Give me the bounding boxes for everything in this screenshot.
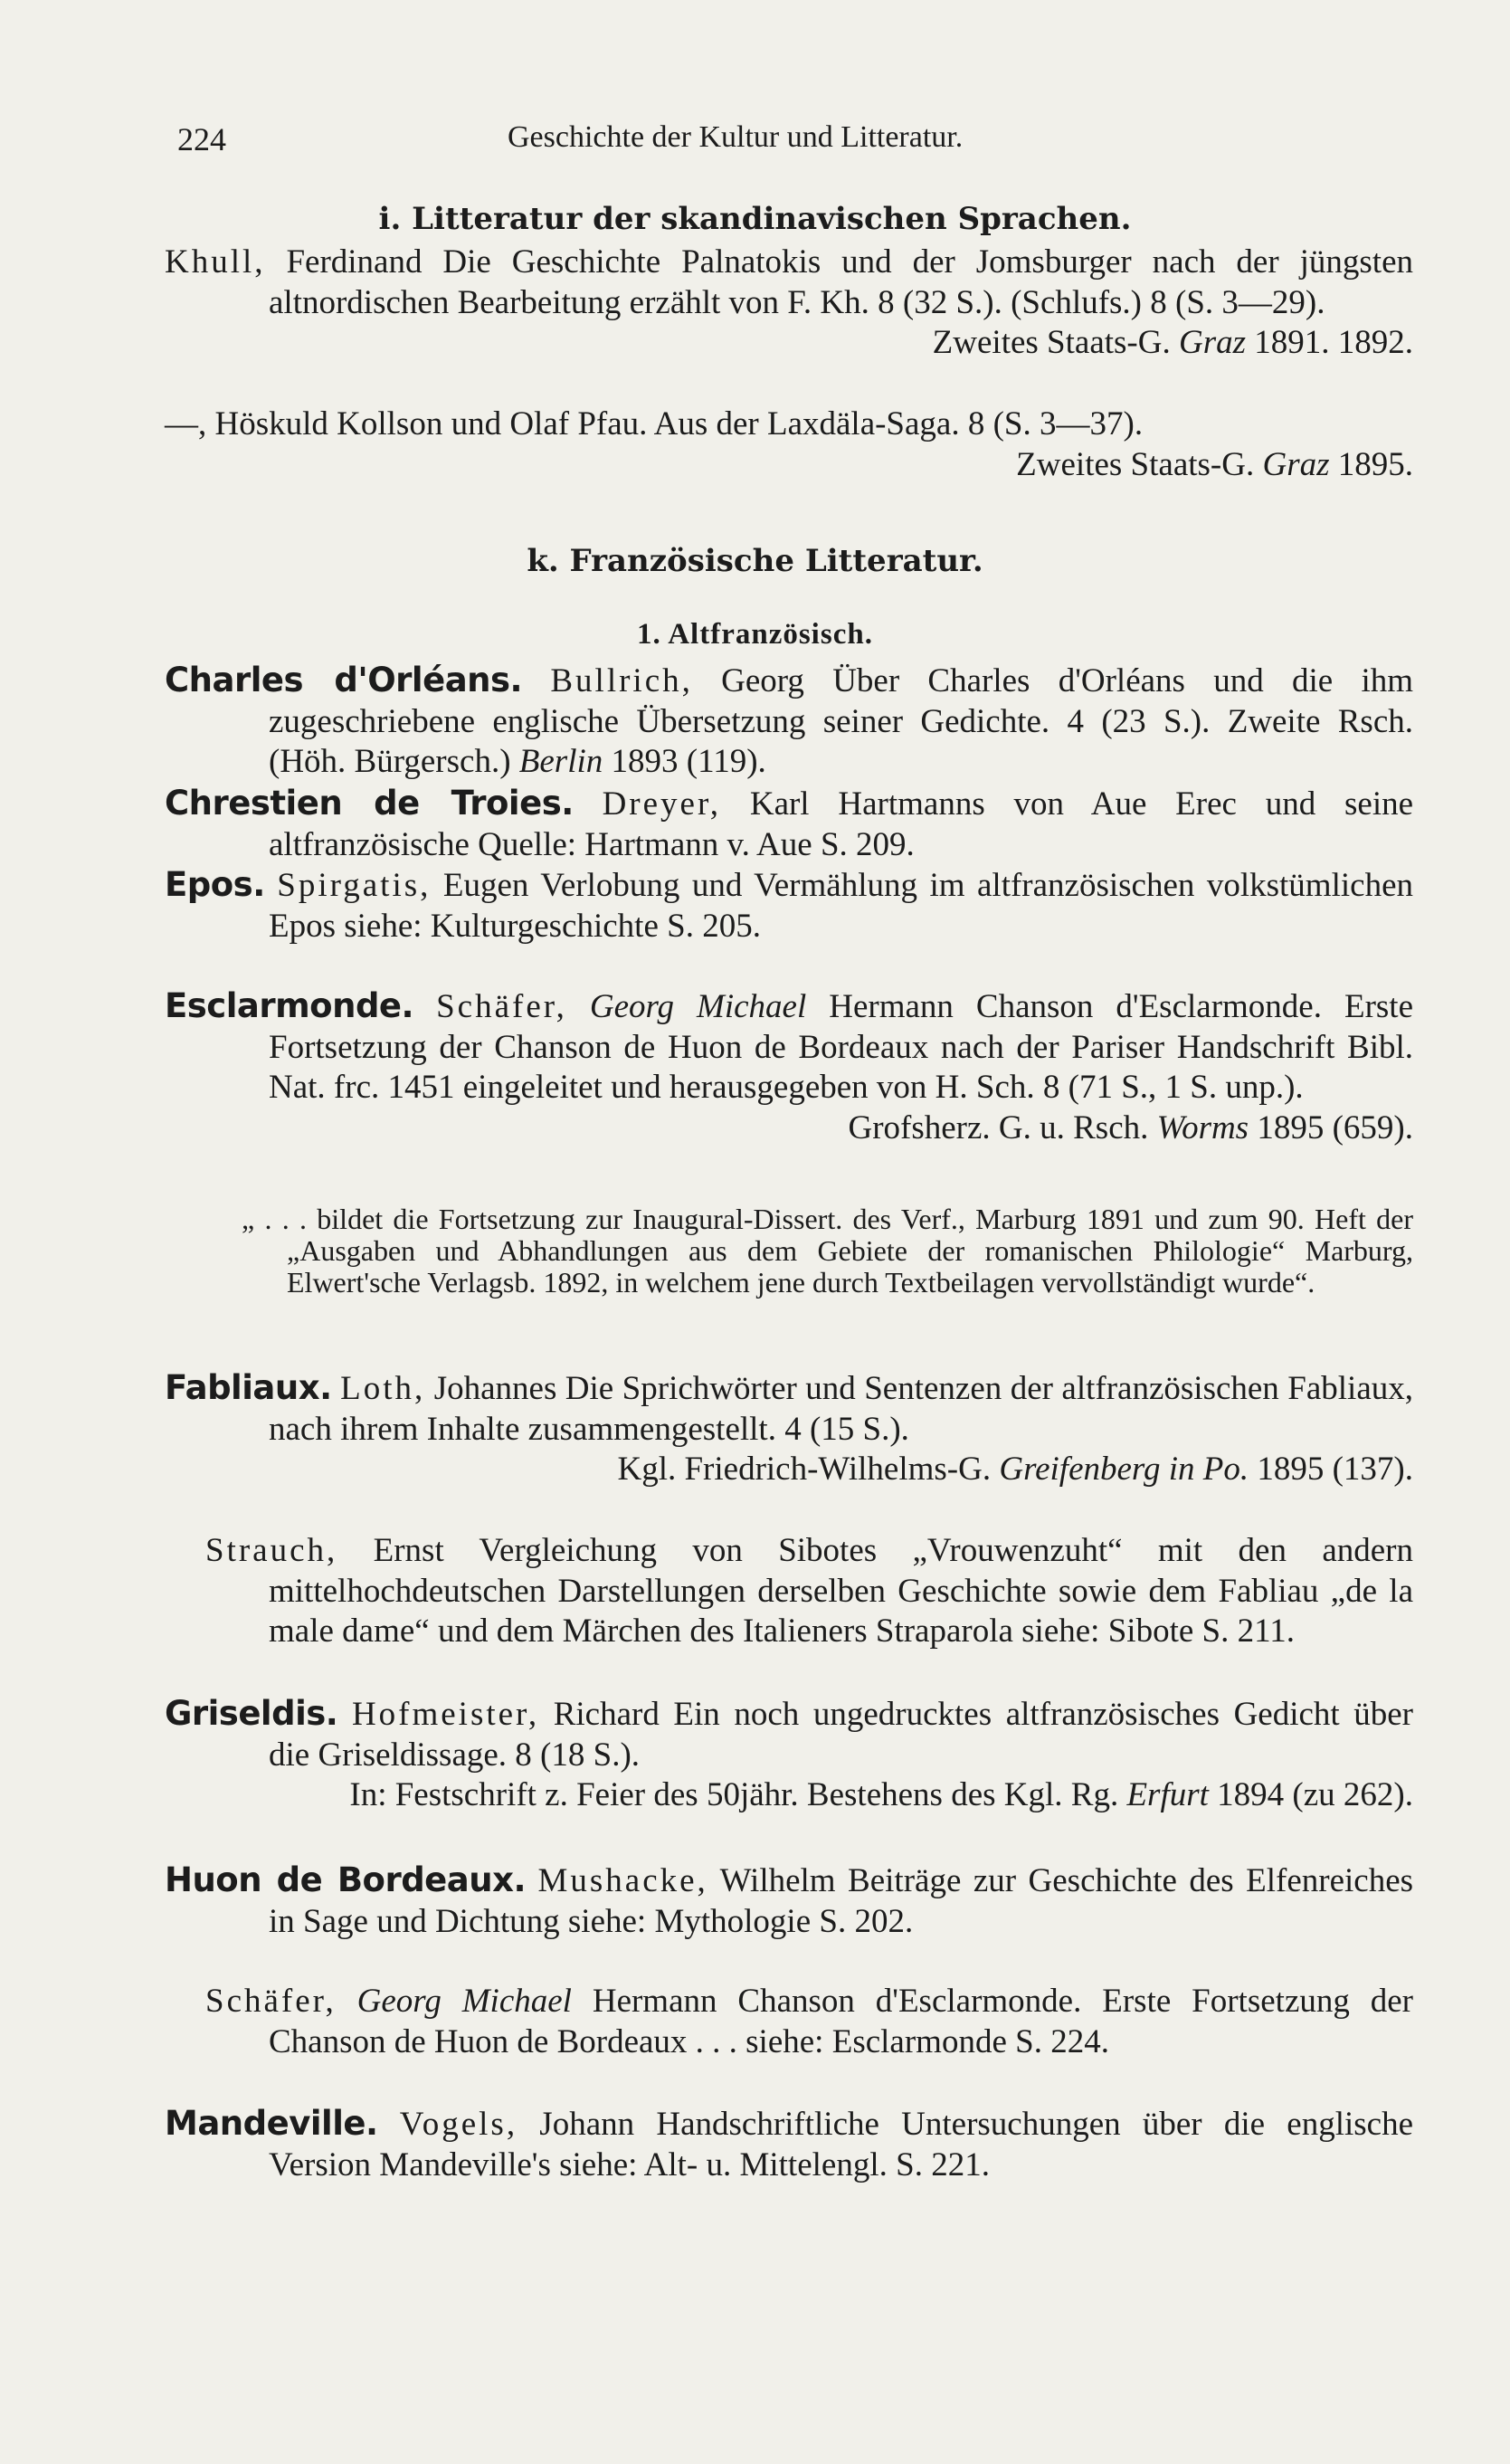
entry-author: Mushacke, (537, 1862, 708, 1899)
entry-author: Schäfer, (436, 988, 567, 1025)
entry-text: Eugen Verlobung und Vermählung im altfranzösischen volkstümlichen Epos siehe: Kulturgeschichte S. 205. (269, 867, 1413, 945)
section-title: k. Französische Litteratur. (527, 543, 983, 579)
entry-keyword: Chrestien de Troies. (165, 784, 574, 823)
entry-text: Karl Hartmanns von Aue Erec und seine altfranzösische Quelle: Hartmann v. Aue S. 209. (269, 785, 1414, 863)
entry-tail: 1893 (119). (603, 743, 766, 781)
entry-schaefer-huon (165, 1982, 1413, 2062)
entry-fabliaux (165, 1368, 1413, 1490)
place: Greifenberg in Po. (999, 1451, 1249, 1489)
entry-esclarmonde-note (165, 1203, 1413, 1299)
entry-tail: 1895 (659). (1249, 1109, 1413, 1147)
entry-keyword: Huon de Bordeaux. (165, 1860, 527, 1899)
subsection-heading (0, 618, 1510, 652)
entry-keyword: Esclarmonde. (165, 986, 414, 1025)
place: Graz (1262, 445, 1330, 483)
entry-given-name: Georg Michael (589, 988, 807, 1025)
entry-keyword: Fabliaux. (165, 1368, 332, 1407)
section-heading-k (0, 543, 1510, 579)
entry-author: Bullrich, (550, 662, 693, 699)
publisher: Zweites Staats-G. (1016, 445, 1263, 483)
entry-tail: 1894 (zu 262). (1208, 1776, 1413, 1814)
entry-author: Dreyer, (602, 785, 722, 823)
place: Berlin (518, 743, 603, 781)
entry-keyword: Griseldis. (165, 1694, 338, 1733)
entry-mandeville (165, 2104, 1413, 2185)
entry-text: Johannes Die Sprichwörter und Sentenzen der altfranzösischen Fabliaux, nach ihrem Inhalte zusammengestellt. 4 (15 S.). (269, 1370, 1413, 1448)
entry-text: Ferdinand Die Geschichte Palnatokis und der Jomsburger nach der jüngsten altnordischen Bearbeitung erzählt von F. Kh. 8 (32 S.). (Schlufs.) 8 (S. 3—29). (265, 243, 1413, 321)
entry-author: Khull, (165, 243, 266, 281)
place: Erfurt (1126, 1776, 1209, 1814)
entry-author: Hofmeister, (351, 1696, 540, 1733)
entry-text: Hermann Chanson d'Esclarmonde. Erste Fortsetzung der Chanson de Huon de Bordeaux nach der Pariser Handschrift Bibl. Nat. frc. 1451 eingeleitet und herausgegeben von H. Sch. 8 (71 S., 1 S. unp.). (269, 988, 1413, 1107)
entry-keyword: Charles d'Orléans. (165, 661, 523, 699)
entry-text: —, Höskuld Kollson und Olaf Pfau. Aus der Laxdäla-Saga. 8 (S. 3—37). (165, 405, 1144, 442)
years: 1895. (1329, 445, 1413, 483)
in-text: In: Festschrift z. Feier des 50jähr. Bestehens des Kgl. Rg. (349, 1776, 1127, 1814)
subsection-title: 1. Altfranzösisch. (637, 618, 873, 651)
entry-text: Wilhelm Beiträge zur Geschichte des Elfenreiches in Sage und Dichtung siehe: Mythologie S. 202. (269, 1862, 1414, 1940)
entry-khull (165, 243, 1413, 364)
entry-imprint (269, 1108, 1413, 1149)
entry-tail: 1895 (137). (1249, 1451, 1413, 1489)
years: 1891. 1892. (1246, 324, 1413, 362)
entry-strauch (165, 1531, 1413, 1652)
entry-epos (165, 865, 1413, 947)
entry-given-name: Georg Michael (356, 1983, 572, 2020)
entry-text: Ernst Vergleichung von Sibotes „Vrouwenzuht“ mit den andern mittelhochdeutschen Darstellungen derselben Geschichte sowie dem Fabliau „de la male dame“ und dem Märchen des Italieners Straparola siehe: Sibote S. 211. (269, 1532, 1413, 1651)
entry-author: Strauch, (205, 1532, 338, 1569)
publisher: Kgl. Friedrich-Wilhelms-G. (617, 1451, 1000, 1489)
publisher: Zweites Staats-G. (932, 324, 1179, 362)
entry-text: Johann Handschriftliche Untersuchungen über die englische Version Mandeville's siehe: Alt- u. Mittelengl. S. 221. (269, 2106, 1413, 2183)
running-title: Geschichte der Kultur und Litteratur. (508, 120, 964, 154)
entry-author: Spirgatis, (277, 867, 432, 904)
entry-imprint (269, 445, 1413, 486)
entry-keyword: Mandeville. (165, 2104, 378, 2143)
section-title: i. Litteratur der skandinavischen Sprachen. (378, 201, 1132, 237)
entry-text: Richard Ein noch ungedrucktes altfranzösisches Gedicht über die Griseldissage. 8 (18 S.). (269, 1696, 1414, 1774)
entry-author: Vogels, (399, 2106, 518, 2143)
entry-imprint (269, 1450, 1413, 1490)
entry-imprint (269, 1775, 1413, 1816)
entry-charles (165, 661, 1413, 783)
entry-keyword: Epos. (165, 865, 265, 904)
entry-griseldis (165, 1694, 1413, 1816)
entry-text: Hermann Chanson d'Esclarmonde. Erste Fortsetzung der Chanson de Huon de Bordeaux . . . siehe: Esclarmonde S. 224. (269, 1983, 1413, 2060)
entry-text: Georg Über Charles d'Orléans und die ihm zugeschriebene englische Übersetzung seiner Gedichte. 4 (23 S.). Zweite Rsch. (Höh. Bürgersch.) (269, 662, 1413, 781)
entry-author: Loth, (340, 1370, 426, 1407)
entry-imprint (269, 323, 1413, 364)
entry-esclarmonde (165, 986, 1413, 1149)
entry-hoskuld (165, 404, 1413, 485)
entry-author: Schäfer, (205, 1983, 337, 2020)
place: Graz (1178, 324, 1246, 362)
entry-note: „ . . . bildet die Fortsetzung zur Inaugural-Dissert. des Verf., Marburg 1891 und zum 90. Heft der „Ausgaben und Abhandlungen aus dem Gebiete der romanischen Philologie“ Marburg, Elwert'sche Verlagsb. 1892, in welchem jene durch Textbeilagen vervollständigt wurde“. (242, 1203, 1413, 1299)
page-number: 224 (177, 121, 226, 157)
publisher: Grofsherz. G. u. Rsch. (848, 1109, 1157, 1147)
place: Worms (1156, 1109, 1249, 1147)
entry-huon (165, 1860, 1413, 1942)
section-heading-i (0, 201, 1510, 237)
entry-chrestien (165, 784, 1413, 865)
